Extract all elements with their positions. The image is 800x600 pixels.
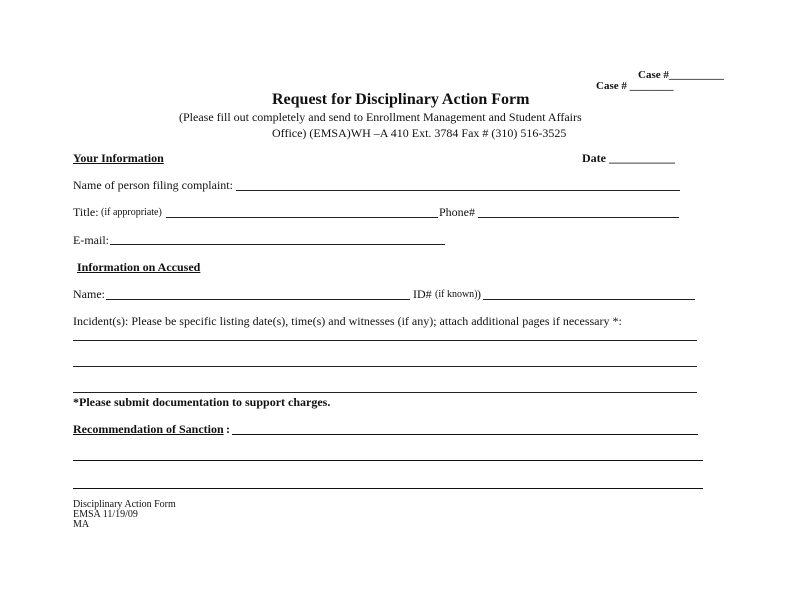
case-number-second: Case # ________ (596, 80, 674, 92)
title-field[interactable] (166, 217, 438, 218)
date-field[interactable]: Date ___________ (582, 151, 675, 165)
complainant-name-label: Name of person filing complaint: (73, 178, 233, 192)
accused-name-field[interactable] (106, 299, 410, 300)
accused-name-label: Name: (73, 287, 105, 301)
complainant-name-field[interactable] (236, 190, 680, 191)
incident-line-3[interactable] (73, 392, 697, 393)
incidents-label: Incident(s): Please be specific listing date(s), time(s) and witnesses (if any); attach additional pages if necessary *: (73, 314, 622, 328)
phone-field[interactable] (478, 217, 679, 218)
phone-label: Phone# (439, 205, 475, 219)
form-subtitle-line2: Office) (EMSA)WH –A 410 Ext. 3784 Fax # (310) 516-3525 (272, 126, 567, 140)
title-note: (if appropriate) (101, 207, 162, 218)
sanction-colon: : (226, 422, 230, 436)
case-number-top: Case #__________ (638, 69, 724, 81)
accused-information-heading: Information on Accused (77, 260, 201, 274)
email-label: E-mail: (73, 233, 109, 247)
sanction-label: Recommendation of Sanction (73, 422, 224, 436)
form-subtitle-line1: (Please fill out completely and send to Enrollment Management and Student Affairs (179, 110, 582, 124)
your-information-heading: Your Information (73, 151, 164, 165)
sanction-line-1[interactable] (232, 434, 698, 435)
accused-id-field[interactable] (483, 299, 695, 300)
accused-id-paren: ) (477, 287, 481, 301)
incident-line-2[interactable] (73, 366, 697, 367)
accused-id-label: ID# (413, 287, 432, 301)
sanction-line-2[interactable] (73, 460, 703, 461)
footer-form-name: Disciplinary Action Form (73, 499, 176, 510)
footer-form-code: EMSA 11/19/09 (73, 509, 138, 520)
email-field[interactable] (110, 244, 445, 245)
title-label: Title: (73, 205, 99, 219)
documentation-notice: *Please submit documentation to support charges. (73, 395, 331, 409)
incident-line-1[interactable] (73, 340, 697, 341)
accused-id-note: (if known) (435, 289, 478, 300)
footer-initials: MA (73, 519, 90, 530)
form-title: Request for Disciplinary Action Form (272, 91, 530, 108)
sanction-line-3[interactable] (73, 488, 703, 489)
